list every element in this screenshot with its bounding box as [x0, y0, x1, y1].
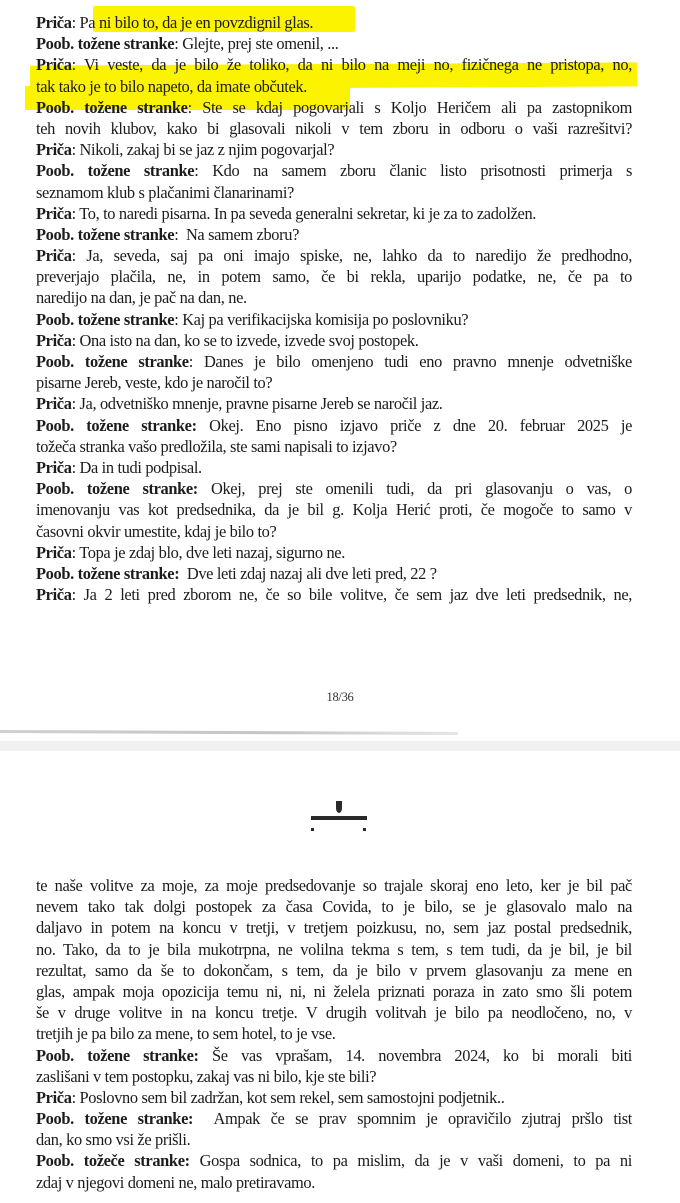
utterance-text: daljavo in potem na koncu v tretji, v tretjem poizkusu, no, sem jaz postal predsednik,: [36, 918, 632, 938]
transcript-line: [36, 875, 632, 896]
utterance-text: pisarne Jereb, veste, kdo je naročil to?: [36, 373, 273, 393]
speaker-separator: [199, 1046, 212, 1065]
transcript-line: [36, 224, 632, 245]
utterance-text: tretjih je pa bilo za mene, to sem hotel, to je vse.: [36, 1024, 336, 1044]
speaker-separator: :: [71, 394, 80, 414]
speaker-separator: :: [71, 55, 84, 75]
transcript-line: [36, 393, 632, 414]
speaker-label: Poob. tožene stranke:: [36, 1109, 194, 1129]
transcript-line: [36, 351, 632, 372]
speaker-separator: :: [71, 585, 84, 605]
transcript-page-18: [36, 12, 632, 605]
speaker-label: Priča: [36, 246, 72, 266]
speaker-separator: :: [187, 97, 203, 117]
speaker-label: Poob. tožene stranke: [36, 34, 175, 54]
speaker-separator: :: [188, 352, 204, 371]
utterance-text: tožeča stranka vašo predložila, ste sami napisali to izjavo?: [36, 436, 397, 456]
utterance-text: Nikoli, zakaj bi se jaz z njim pogovarjal?: [79, 140, 335, 160]
transcript-line: [36, 54, 632, 75]
speaker-label: Poob. tožene stranke: [36, 352, 189, 371]
speaker-separator: [197, 416, 209, 435]
utterance-text: še v druge volitve in na koncu tretje. V drugih volitvah je bilo pa neodločeno, no, v: [36, 1003, 632, 1023]
utterance-text: preverjajo plačila, ne, in potem samo, če bi rekla, uparijo podatke, ne, če pa to: [36, 267, 632, 287]
utterance-text: Ona isto na dan, ko se to izvede, izvede svoj postopek.: [79, 330, 419, 350]
transcript-line: [36, 896, 632, 917]
transcript-line: [36, 160, 632, 181]
speaker-label: Priča: [36, 13, 72, 32]
transcript-line: [36, 1129, 632, 1150]
speaker-label: Poob. tožene stranke:: [36, 1045, 199, 1065]
transcript-line: [36, 139, 632, 160]
utterance-text: Ste se kdaj pogovarjali s Koljo Heričem ali pa zastopnikom: [202, 97, 632, 117]
speaker-label: Poob. tožene stranke: [36, 309, 175, 329]
utterance-text: tak tako je to bilo napeto, da imate občutek.: [36, 76, 307, 96]
transcript-line: [36, 457, 632, 478]
utterance-text: To, to naredi pisarna. In pa seveda generalni sekretar, ki je za to zadolžen.: [79, 203, 537, 223]
utterance-text: zaslišani v tem postopku, zakaj vas ni bilo, kje ste bili?: [36, 1066, 377, 1086]
speaker-label: Poob. tožeče stranke:: [36, 1151, 190, 1171]
utterance-text: Ja, seveda, saj pa oni imajo spiske, ne, lahko da to naredijo že predhodno,: [86, 246, 632, 266]
utterance-text: Ampak če se prav spomnim je opravičilo zjutraj pršlo tist: [213, 1109, 632, 1129]
speaker-label: Priča: [36, 542, 72, 562]
transcript-line: [36, 1066, 632, 1087]
transcript-line: [36, 330, 632, 351]
speaker-separator: :: [174, 224, 186, 244]
utterance-text: Danes je bilo omenjeno tudi eno pravno mnenje odvetniške: [203, 352, 632, 371]
transcript-line: [36, 372, 632, 393]
utterance-text: Okej, prej ste omenili tudi, da pri glasovanju o vas, o: [210, 479, 633, 499]
court-emblem-icon: [309, 795, 369, 835]
utterance-text: Kdo na samem zboru članic listo prisotnosti primerja s: [212, 161, 632, 181]
utterance-text: glas, ampak moja opozicija temu ni, ni, ni želela priznati poraza in zato smo šli potem: [36, 981, 632, 1001]
speaker-label: Priča: [36, 330, 72, 350]
utterance-text: rezultat, samo da še to dokončam, s tem, da je bilo v prvem glasovanju za mene en: [36, 960, 632, 980]
transcript-line: [36, 1150, 632, 1171]
speaker-label: Poob. tožene stranke:: [36, 479, 198, 499]
transcript-line: [36, 960, 632, 981]
transcript-line: [36, 1023, 632, 1044]
page-separator: [0, 741, 680, 751]
speaker-separator: :: [71, 203, 80, 223]
speaker-separator: [190, 1151, 200, 1170]
transcript-line: [36, 12, 632, 33]
speaker-label: Priča: [36, 140, 72, 160]
speaker-separator: :: [71, 330, 80, 350]
utterance-text: dan, ko smo vsi že prišli.: [36, 1130, 191, 1150]
speaker-label: Priča: [36, 394, 72, 414]
speaker-separator: :: [71, 13, 80, 32]
transcript-line: [36, 917, 632, 938]
utterance-text: imenovanju vas kot predsednika, da je bil g. Kolja Herić proti, če mogoče to samo v: [36, 500, 632, 520]
utterance-text: časovni okvir umestite, kdaj je bilo to?: [36, 521, 277, 541]
transcript-line: [36, 1002, 632, 1023]
utterance-text: Kaj pa verifikacijska komisija po poslovniku?: [182, 309, 469, 329]
speaker-separator: [193, 1109, 213, 1128]
utterance-text: Gospa sodnica, to pa mislim, da je v vaši domeni, to pa ni: [199, 1151, 632, 1171]
transcript-line: [36, 981, 632, 1002]
page-number: 18/36: [326, 690, 354, 704]
utterance-text: Na samem zboru?: [185, 224, 300, 244]
utterance-text: Ja 2 leti pred zborom ne, če so bile volitve, če sem jaz dve leti predsednik, ne,: [83, 585, 633, 605]
speaker-separator: :: [71, 542, 80, 562]
transcript-line: [36, 521, 632, 542]
speaker-label: Poob. tožene stranke: [36, 97, 188, 117]
utterance-text: teh novih klubov, kako bi glasovali nikoli v tem zboru in odboru o vaši razrešitvi?: [36, 118, 632, 138]
transcript-line: [36, 118, 632, 139]
transcript-line: [36, 309, 632, 330]
transcript-line: [36, 245, 632, 266]
utterance-text: Topa je zdaj blo, dve leti nazaj, sigurno ne.: [79, 542, 345, 562]
transcript-line: [36, 1108, 632, 1129]
speaker-label: Priča: [36, 203, 72, 223]
utterance-text: Poslovno sem bil zadržan, kot sem rekel, sem samostojni podjetnik..: [79, 1087, 505, 1107]
speaker-separator: :: [194, 161, 213, 181]
speaker-label: Priča: [36, 1087, 72, 1107]
transcript-line: [36, 415, 632, 436]
utterance-text: seznamom klub s plačanimi članarinami?: [36, 182, 294, 202]
transcript-line: [36, 203, 632, 224]
utterance-text: Še vas vprašam, 14. novembra 2024, ko bi morali biti: [212, 1045, 632, 1065]
transcript-line: [36, 33, 632, 54]
transcript-line: [36, 1172, 632, 1193]
transcript-line: [36, 287, 632, 308]
speaker-label: Poob. tožene stranke: [36, 161, 195, 181]
speaker-separator: :: [71, 1087, 80, 1107]
speaker-label: Priča: [36, 55, 72, 75]
utterance-text: zdaj v njegovi domeni ne, malo pretiravamo.: [36, 1172, 315, 1192]
utterance-text: no. Tako, da to je bila mukotrpna, ne volilna tekma s tem, s tem tudi, da je bil, je bil: [36, 939, 632, 959]
speaker-label: Poob. tožene stranke:: [36, 563, 180, 583]
speaker-separator: [179, 564, 187, 583]
transcript-page-19: [36, 875, 632, 1193]
utterance-text: Vi veste, da je bilo že toliko, da ni bilo na meji no, fizičnega ne pristopa, no,: [83, 55, 632, 75]
speaker-separator: :: [71, 140, 80, 160]
speaker-separator: :: [174, 309, 183, 329]
utterance-text: Ja, odvetniško mnenje, pravne pisarne Jereb se naročil jaz.: [79, 394, 443, 414]
speaker-separator: [198, 479, 211, 498]
speaker-label: Priča: [36, 457, 72, 477]
utterance-text: Pa ni bilo to, da je en povzdignil glas.: [79, 13, 314, 32]
utterance-text: naredijo na dan, je pač na dan, ne.: [36, 288, 247, 308]
transcript-line: [36, 499, 632, 520]
speaker-label: Poob. tožene stranke:: [36, 415, 197, 435]
speaker-label: Priča: [36, 585, 72, 605]
speaker-label: Poob. tožene stranke: [36, 224, 175, 244]
transcript-line: [36, 436, 632, 457]
speaker-separator: :: [71, 457, 80, 477]
transcript-line: [36, 266, 632, 287]
transcript-line: [36, 76, 632, 97]
utterance-text: Dve leti zdaj nazaj ali dve leti pred, 22 ?: [186, 563, 437, 583]
transcript-line: [36, 542, 632, 563]
utterance-text: Glejte, prej ste omenil, ...: [182, 34, 339, 54]
transcript-line: [36, 478, 632, 499]
utterance-text: te naše volitve za moje, za moje predsedovanje so trajale skoraj eno leto, ker je bil pač: [36, 876, 632, 895]
utterance-text: nevem tako tak dolgi postopek za časa Covida, to je bilo, se je glasovalo malo na: [36, 897, 632, 917]
transcript-line: [36, 1045, 632, 1066]
transcript-line: [36, 563, 632, 584]
transcript-line: [36, 584, 632, 605]
transcript-line: [36, 1087, 632, 1108]
utterance-text: Okej. Eno pisno izjavo priče z dne 20. februar 2025 je: [209, 415, 633, 435]
transcript-line: [36, 939, 632, 960]
page-bottom-edge: [0, 730, 458, 735]
speaker-separator: :: [71, 246, 87, 266]
transcript-line: [36, 97, 632, 118]
utterance-text: Da in tudi podpisal.: [79, 457, 202, 477]
transcript-line: [36, 182, 632, 203]
speaker-separator: :: [174, 34, 183, 54]
